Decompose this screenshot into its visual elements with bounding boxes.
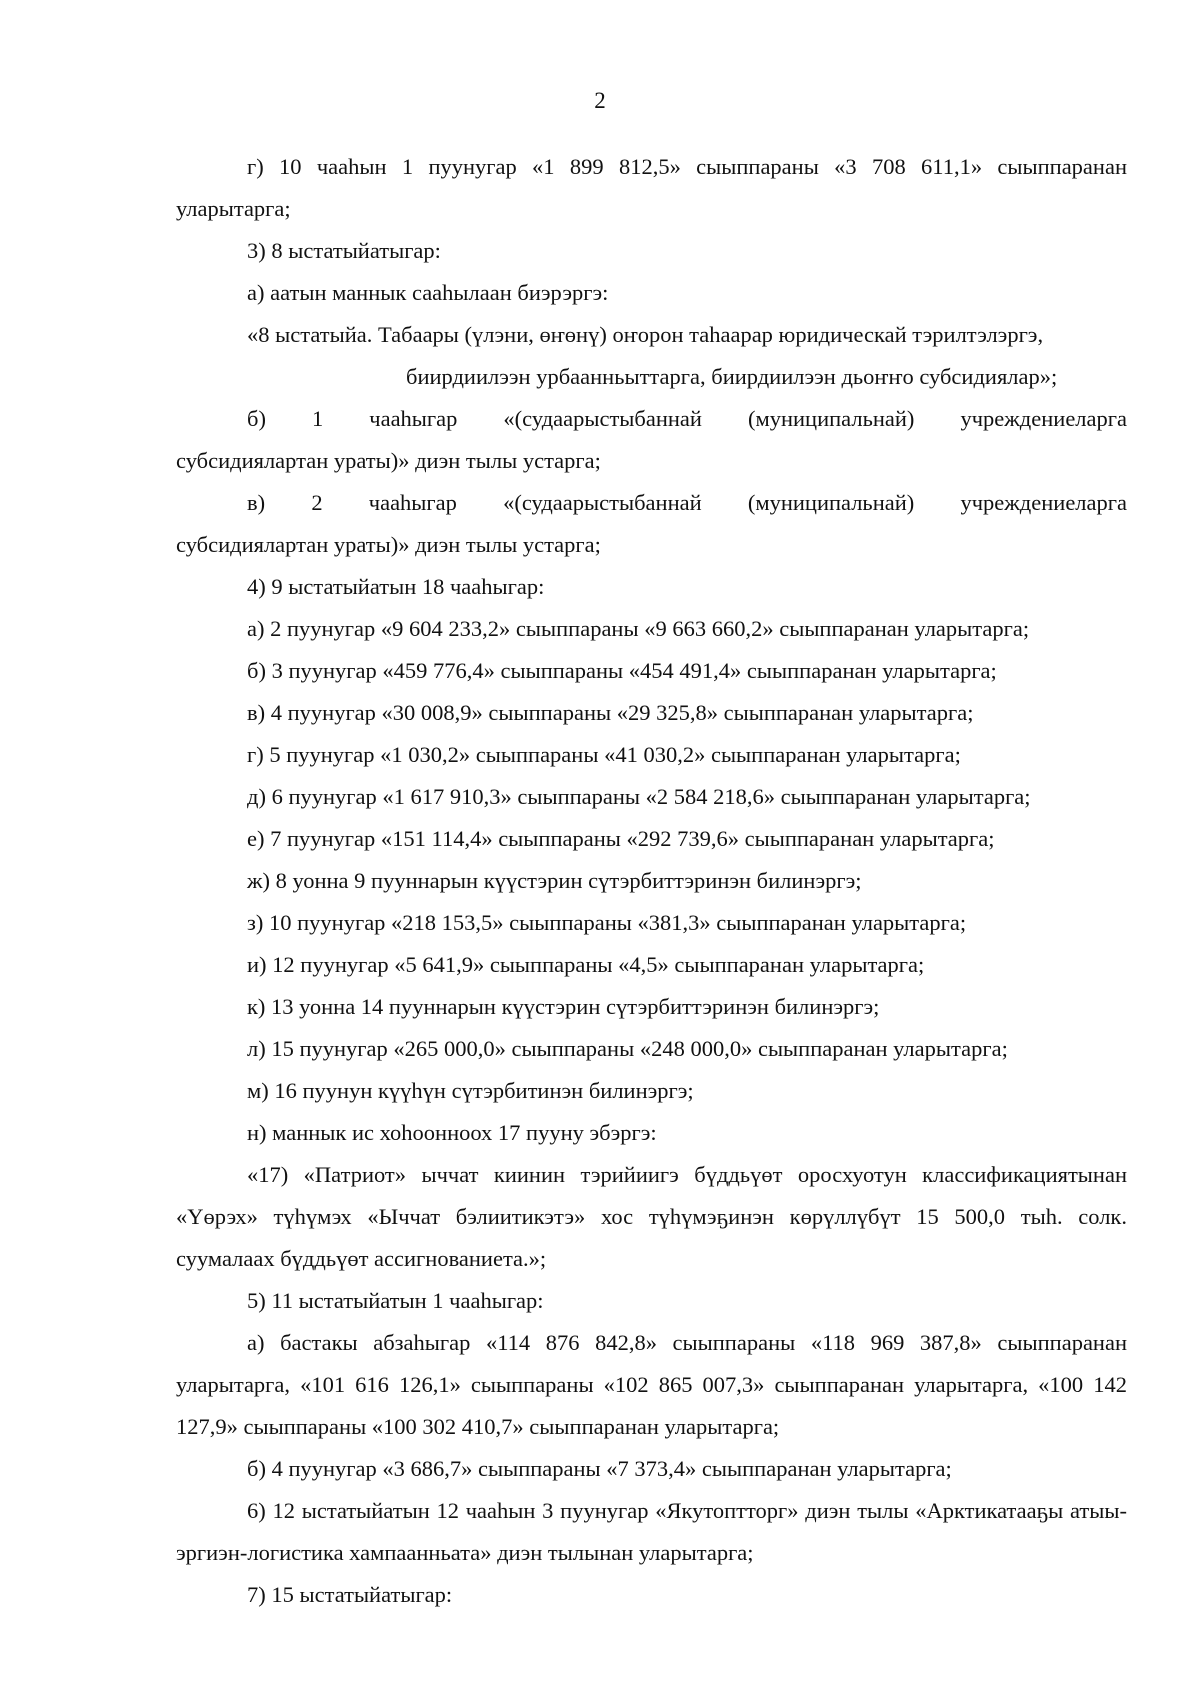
paragraph-p21: л) 15 пуунугар «265 000,0» сыыппараны «248 000,0» сыыппаранан уларытарга; [247,1036,1008,1061]
paragraph-p14: г) 5 пуунугар «1 030,2» сыыппараны «41 030,2» сыыппаранан уларытарга; [247,742,961,767]
paragraph-p09: субсидиялартан ураты)» диэн тылы устарга; [176,532,601,557]
paragraph-p13: в) 4 пуунугар «30 008,9» сыыппараны «29 325,8» сыыппаранан уларытарга; [247,700,974,725]
paragraph-p24: «17) «Патриот» ыччат киинин тэрийиигэ бүддьүөт оросхуотун классификациятынан «Үөрэх» түһүмэх «Ыччат бэлиитикэтэ» хос түһүмэҕинэн көрүллүбүт 15 500,0 тыһ. солк. суумалаах бүддьүөт ассигнованиета.»; [176,1162,1127,1271]
paragraph-p18: з) 10 пуунугар «218 153,5» сыыппараны «381,3» сыыппаранан уларытарга; [247,910,967,935]
paragraph-p27: б) 4 пуунугар «3 686,7» сыыппараны «7 373,4» сыыппаранан уларытарга; [247,1456,952,1481]
paragraph-p19: и) 12 пуунугар «5 641,9» сыыппараны «4,5» сыыппаранан уларытарга; [247,952,925,977]
paragraph-p16: е) 7 пуунугар «151 114,4» сыыппараны «292 739,6» сыыппаранан уларытарга; [247,826,995,851]
paragraph-p08: в) 2 чааһыгар «(судаарыстыбаннай (муниципальнай) учреждениеларга [247,490,1127,515]
paragraph-p22: м) 16 пуунун күүһүн сүтэрбитинэн билинэргэ; [247,1078,694,1103]
paragraph-p10: 4) 9 ыстатыйатын 18 чааһыгар: [247,574,545,599]
paragraph-p25: 5) 11 ыстатыйатын 1 чааһыгар: [247,1288,544,1313]
paragraph-p11: а) 2 пуунугар «9 604 233,2» сыыппараны «9 663 660,2» сыыппаранан уларытарга; [247,616,1030,641]
paragraph-p05: биирдиилээн урбаанньыттарга, биирдиилээн дьоҥҥо субсидиялар»; [406,364,1058,389]
paragraph-p26: а) бастакы абзаһыгар «114 876 842,8» сыыппараны «118 969 387,8» сыыппаранан уларытарга, «101 616 126,1» сыыппараны «102 865 007,3» сыыппаранан уларытарга, «100 142 127,9» сыыппараны «100 302 410,7» сыыппаранан уларытарга; [176,1330,1127,1439]
paragraph-p04: «8 ыстатыйа. Табаары (үлэни, өҥөнү) оҥорон таһаарар юридическай тэрилтэлэргэ, [247,322,1044,347]
paragraph-p20: к) 13 уонна 14 пууннарын күүстэрин сүтэрбиттэринэн билинэргэ; [247,994,880,1019]
paragraph-p28: 6) 12 ыстатыйатын 12 чааһын 3 пуунугар «Якутоптторг» диэн тылы «Арктикатааҕы атыы-эргиэн-логистика хампаанньата» диэн тылынан уларытарга; [176,1498,1127,1565]
paragraph-p06: б) 1 чааһыгар «(судаарыстыбаннай (муниципальнай) учреждениеларга [247,406,1127,431]
page-number: 2 [594,88,606,113]
document-body [176,146,1127,1616]
paragraph-p01: г) 10 чааһын 1 пуунугар «1 899 812,5» сыыппараны «3 708 611,1» сыыппаранан уларытарга; [176,154,1127,221]
paragraph-p17: ж) 8 уонна 9 пууннарын күүстэрин сүтэрбиттэринэн билинэргэ; [247,868,862,893]
paragraph-p29: 7) 15 ыстатыйатыгар: [247,1582,453,1607]
paragraph-p23: н) маннык ис хоһоонноох 17 пууну эбэргэ: [247,1120,657,1145]
paragraph-p15: д) 6 пуунугар «1 617 910,3» сыыппараны «2 584 218,6» сыыппаранан уларытарга; [247,784,1031,809]
paragraph-p02: 3) 8 ыстатыйатыгар: [247,238,441,263]
paragraph-p07: субсидиялартан ураты)» диэн тылы устарга; [176,448,601,473]
paragraph-p12: б) 3 пуунугар «459 776,4» сыыппараны «454 491,4» сыыппаранан уларытарга; [247,658,997,683]
paragraph-p03: а) аатын маннык сааһылаан биэрэргэ: [247,280,609,305]
